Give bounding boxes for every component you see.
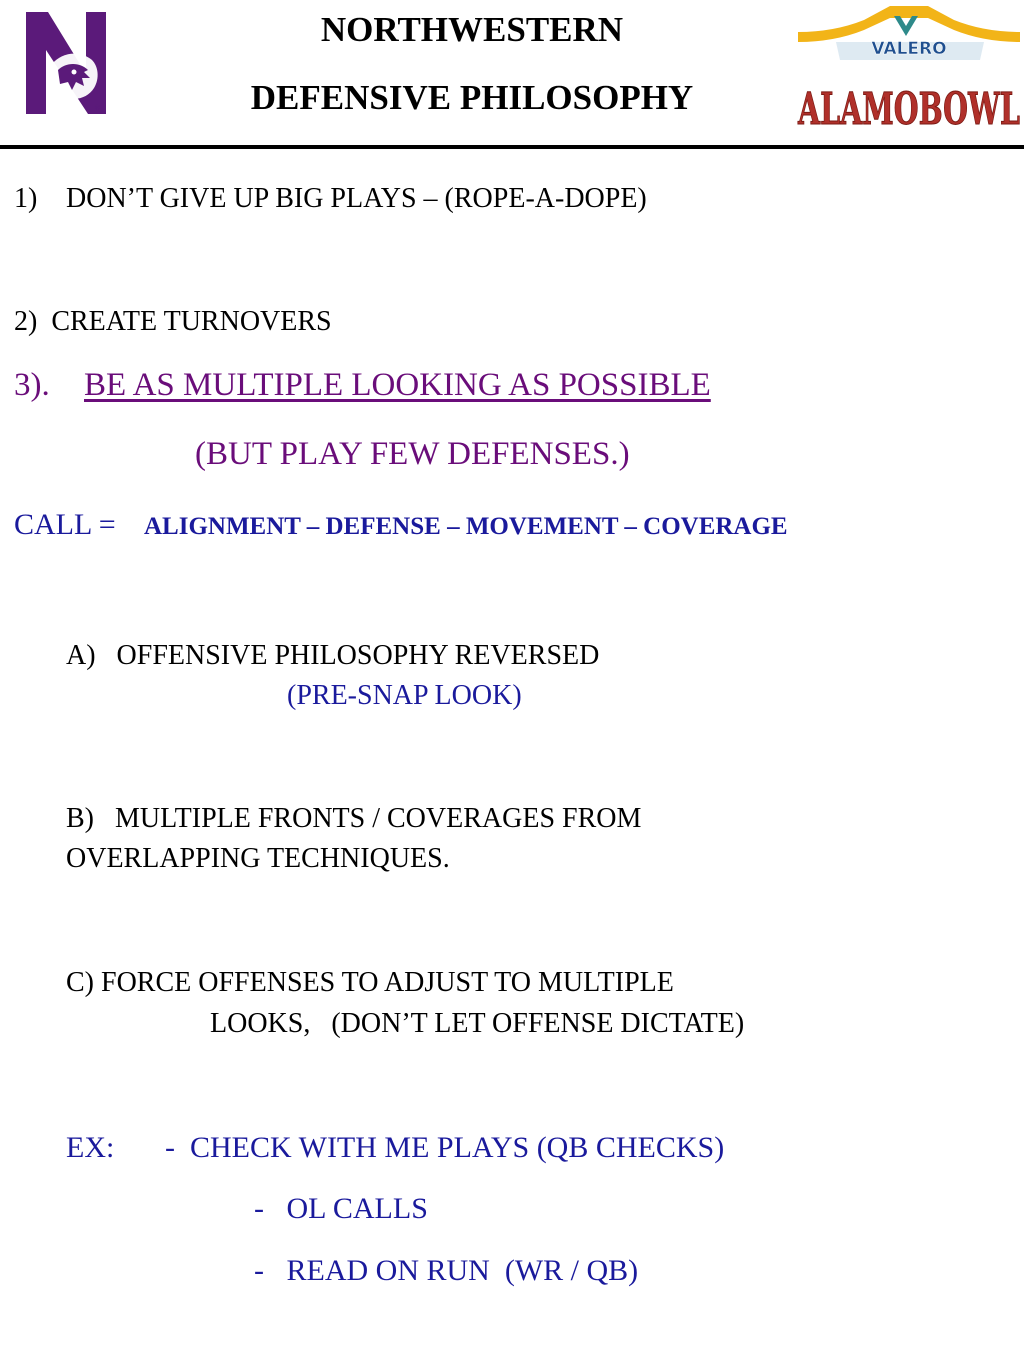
item3-text: BE AS MULTIPLE LOOKING AS POSSIBLE [84, 367, 711, 403]
example-item-3: - READ ON RUN (WR / QB) [254, 1254, 639, 1287]
header-divider [0, 145, 1024, 149]
item1-number: 1) [14, 183, 38, 214]
example-label: EX: [66, 1131, 115, 1164]
point-a-subtext: (PRE-SNAP LOOK) [287, 680, 522, 711]
svg-text:®: ® [94, 104, 101, 112]
page-title-line2: DEFENSIVE PHILOSOPHY [250, 78, 694, 117]
item1-text: DON’T GIVE UP BIG PLAYS – (ROPE-A-DOPE) [66, 183, 647, 214]
point-b-line2: OVERLAPPING TECHNIQUES. [66, 843, 450, 874]
item3-number: 3). [14, 367, 50, 403]
example-item-1: - CHECK WITH ME PLAYS (QB CHECKS) [165, 1131, 725, 1164]
svg-text:VALERO: VALERO [871, 39, 947, 59]
point-c-line2: LOOKS, (DON’T LET OFFENSE DICTATE) [210, 1008, 745, 1039]
point-b-line1: B) MULTIPLE FRONTS / COVERAGES FROM [66, 803, 642, 834]
item2-text: 2) CREATE TURNOVERS [14, 306, 332, 337]
point-c-line1: C) FORCE OFFENSES TO ADJUST TO MULTIPLE [66, 967, 674, 998]
page-title-line1: NORTHWESTERN [320, 10, 624, 49]
call-label: CALL = [14, 508, 116, 541]
alamo-bowl-logo [794, 2, 1024, 138]
point-a-text: A) OFFENSIVE PHILOSOPHY REVERSED [66, 640, 600, 671]
item3-subtext: (BUT PLAY FEW DEFENSES.) [195, 436, 630, 472]
svg-text:ALAMOBOWL: ALAMOBOWL [797, 84, 1020, 135]
call-text: ALIGNMENT – DEFENSE – MOVEMENT – COVERAGE [144, 513, 788, 540]
example-item-2: - OL CALLS [254, 1192, 428, 1225]
